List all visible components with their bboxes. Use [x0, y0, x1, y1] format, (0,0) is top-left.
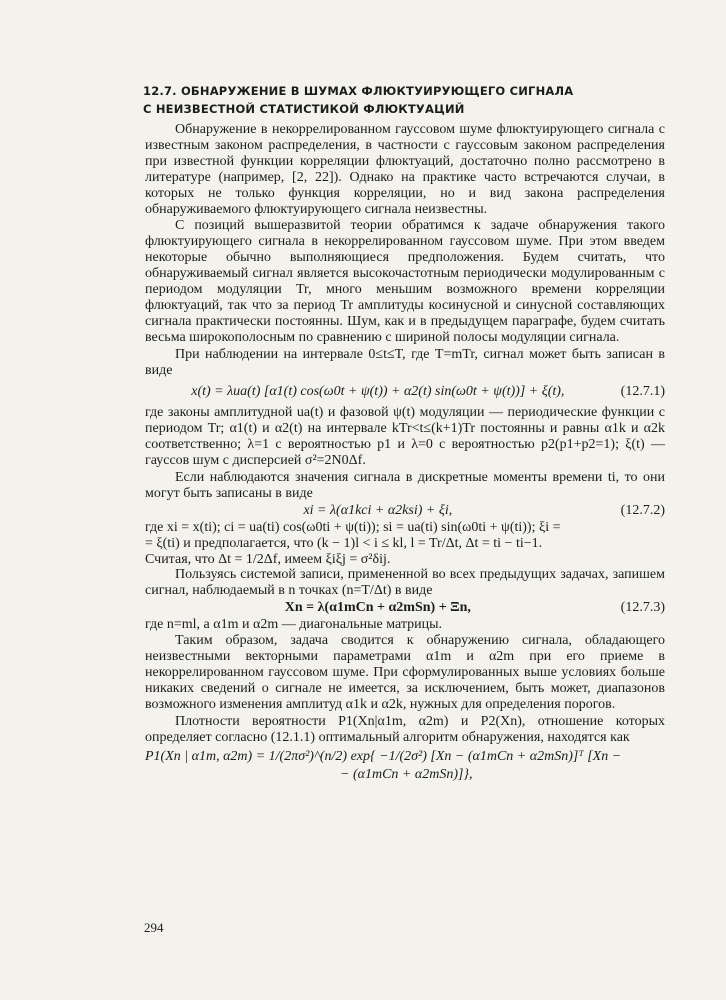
- paragraph-6: Пользуясь системой записи, примененной во всех предыдущих задачах, запишем сигнал, наблюдаемый в n точках (n=T/Δt) в виде: [145, 567, 665, 599]
- equation-line-2: − (α1mCn + α2mSn)]},: [340, 767, 473, 783]
- definitions-line-1: где xi = x(ti); ci = ua(ti) cos(ω0ti + ψ(ti)); si = ua(ti) sin(ω0ti + ψ(ti)); ξi =: [145, 519, 561, 535]
- section-heading-line-2: С НЕИЗВЕСТНОЙ СТАТИСТИКОЙ ФЛЮКТУАЦИЙ: [143, 102, 465, 116]
- paragraph-6-continuation: где n=ml, а α1m и α2m — диагональные матрицы.: [145, 617, 443, 633]
- page-number: 294: [144, 920, 164, 935]
- equation-expression: xi = λ(α1kci + α2ksi) + ξi,: [303, 502, 453, 518]
- paragraph-5: Если наблюдаются значения сигнала в дискретные моменты времени ti, то они могут быть записаны в виде: [145, 470, 665, 501]
- paragraph-2: С позиций вышеразвитой теории обратимся к задаче обнаружения такого флюктуирующего сигнала в некоррелированном гауссовом шуме. При этом введем некоторые обычно выполняющиеся предположения. Будем считать, что обнаруживаемый сигнал является высокочастотным периодически модулированным с периодом модуляции Tr, много меньшим возможного времени корреляции флюктуаций, так что за период Tr амплитуды косинусной и синусной составляющих сигнала практически постоянны. Шум, как и в предыдущем параграфе, будем считать весьма широкополосным по сравнению с шириной полосы модуляции сигнала.: [145, 218, 665, 345]
- paragraph-3: При наблюдении на интервале 0≤t≤T, где T=mTr, сигнал может быть записан в виде: [145, 346, 665, 378]
- equation-12-7-1: [145, 384, 665, 400]
- body-text: [145, 122, 665, 783]
- section-heading-line-1: 12.7. ОБНАРУЖЕНИЕ В ШУМАХ ФЛЮКТУИРУЮЩЕГО СИГНАЛА: [143, 84, 574, 98]
- paragraph-4: где законы амплитудной ua(t) и фазовой ψ(t) модуляции — периодические функции с периодом Tr; α1(t) и α2(t) на интервале kTr<t≤(k+1)Tr постоянны и равны α1k и α2k соответственно; λ=1 с вероятностью p1 и λ=0 с вероятностью p2(p1+p2=1); ξ(t) — гауссов шум с дисперсией σ²=2N0Δf.: [145, 405, 665, 469]
- definitions-line-2: = ξ(ti) и предполагается, что (k − 1)l < i ≤ kl, l = Tr/Δt, Δt = ti − ti−1.: [145, 535, 543, 551]
- equation-expression: Xn = λ(α1mCn + α2mSn) + Ξn,: [284, 600, 471, 616]
- equation-probability-density: [145, 749, 665, 783]
- equation-number: (12.7.1): [620, 383, 665, 399]
- paragraph-1: Обнаружение в некоррелированном гауссовом шуме флюктуирующего сигнала с известным законом распределения, в частности с гауссовым законом распределения при известной функции корреляции флюктуаций, достаточно полно рассмотрено в литературе (например, [2, 22]). Однако на практике часто встречаются случаи, в которых не только функция корреляции, но и вид закона распределения обнаруживаемого флюктуирующего сигнала неизвестны.: [145, 122, 665, 217]
- section-heading: [143, 82, 574, 118]
- paragraph-8: Плотности вероятности P1(Xn|α1m, α2m) и P2(Xn), отношение которых определяет согласно (12.1.1) оптимальный алгоритм обнаружения, находятся как: [145, 713, 665, 745]
- paragraph-7: Таким образом, задача сводится к обнаружению сигнала, обладающего неизвестными векторными параметрами α1m и α2m при его приеме в некоррелированном гауссовом шуме. При сформулированных выше условиях больше никаких сведений о сигнале не имеется, за исключением, быть может, диапазонов возможного изменения амплитуд α1k и α2k, нужных для определения порогов.: [145, 633, 665, 712]
- equation-number: (12.7.2): [620, 502, 665, 518]
- equation-12-7-3: [145, 600, 665, 616]
- definitions-line-3: Считая, что Δt = 1/2Δf, имеем ξiξj = σ²δij.: [145, 551, 391, 567]
- equation-expression: x(t) = λua(t) [α1(t) cos(ω0t + ψ(t)) + α2(t) sin(ω0t + ψ(t))] + ξ(t),: [191, 383, 565, 399]
- equation-line-1: P1(Xn | α1m, α2m) = 1/(2πσ²)^(n/2) exp{ −1/(2σ²) [Xn − (α1mCn + α2mSn)]ᵀ [Xn −: [145, 749, 622, 765]
- equation-number: (12.7.3): [620, 600, 665, 616]
- equation-12-7-2: [145, 503, 665, 519]
